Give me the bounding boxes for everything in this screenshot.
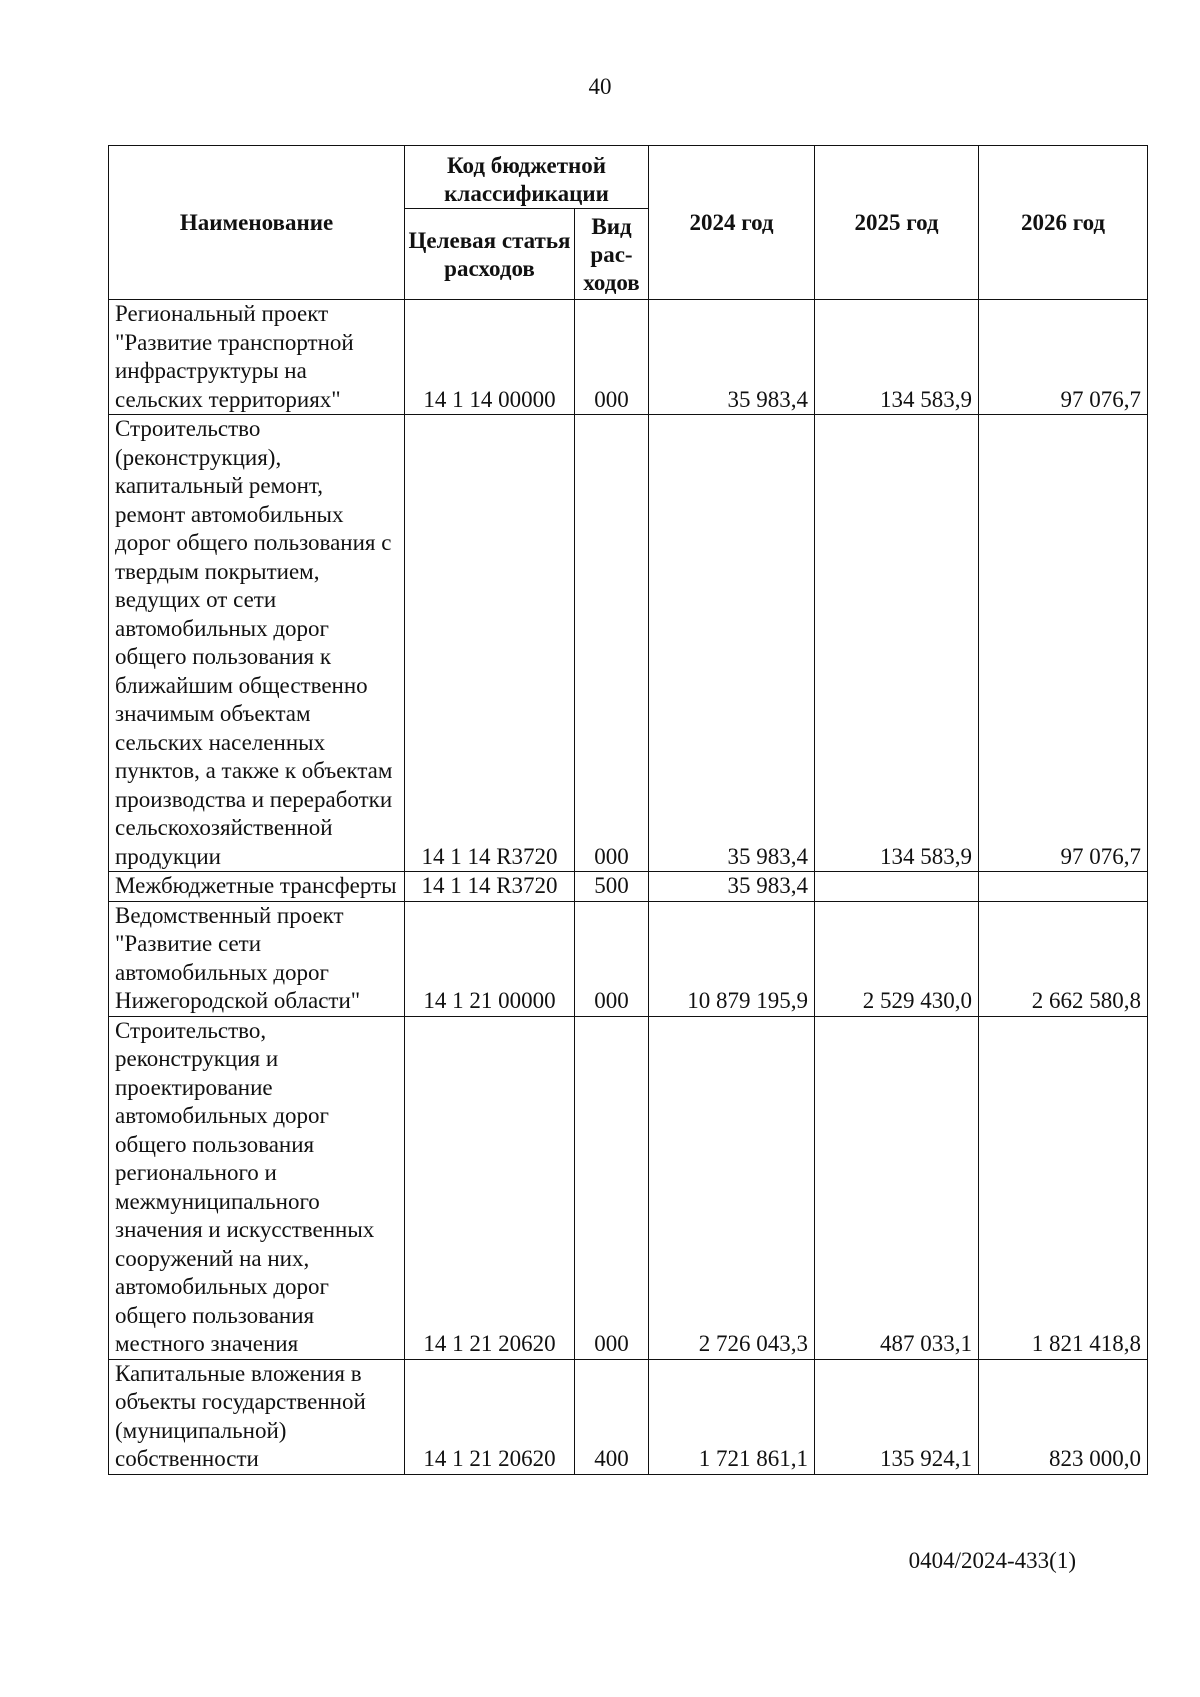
table-row (109, 1016, 1148, 1359)
row-value-2026: 97 076,7 (979, 300, 1148, 415)
row-value-2025: 487 033,1 (815, 1016, 979, 1359)
row-value-2024: 35 983,4 (649, 300, 815, 415)
row-value-2024: 35 983,4 (649, 872, 815, 902)
row-value-2026: 97 076,7 (979, 415, 1148, 872)
row-target-article: 14 1 21 20620 (405, 1359, 575, 1474)
row-value-2024: 1 721 861,1 (649, 1359, 815, 1474)
row-expense-type: 000 (575, 300, 649, 415)
row-name: Ведомственный проект "Развитие сети автомобильных дорог Нижегородской области" (109, 901, 405, 1016)
table-row (109, 872, 1148, 902)
row-expense-type: 000 (575, 901, 649, 1016)
document-code: 0404/2024-433(1) (908, 1548, 1076, 1573)
row-target-article: 14 1 14 R3720 (405, 415, 575, 872)
row-expense-type: 500 (575, 872, 649, 902)
row-value-2024: 10 879 195,9 (649, 901, 815, 1016)
row-target-article: 14 1 14 R3720 (405, 872, 575, 902)
row-expense-type: 000 (575, 415, 649, 872)
row-expense-type: 000 (575, 1016, 649, 1359)
row-expense-type: 400 (575, 1359, 649, 1474)
header-target-article: Целевая статья расходов (405, 209, 575, 300)
row-target-article: 14 1 21 20620 (405, 1016, 575, 1359)
row-name: Региональный проект "Развитие транспортной инфраструктуры на сельских территориях" (109, 300, 405, 415)
table-row (109, 415, 1148, 872)
row-value-2026: 1 821 418,8 (979, 1016, 1148, 1359)
header-budget-code: Код бюджетной классификации (405, 146, 649, 209)
budget-table (108, 145, 1148, 1475)
row-value-2025: 2 529 430,0 (815, 901, 979, 1016)
row-target-article: 14 1 21 00000 (405, 901, 575, 1016)
row-name: Межбюджетные трансферты (109, 872, 405, 902)
table-header (109, 146, 1148, 300)
header-year-2025: 2025 год (815, 146, 979, 300)
header-year-2024: 2024 год (649, 146, 815, 300)
table-row (109, 1359, 1148, 1474)
row-value-2025 (815, 872, 979, 902)
header-year-2026: 2026 год (979, 146, 1148, 300)
row-value-2024: 35 983,4 (649, 415, 815, 872)
row-target-article: 14 1 14 00000 (405, 300, 575, 415)
row-value-2025: 134 583,9 (815, 300, 979, 415)
row-value-2026: 823 000,0 (979, 1359, 1148, 1474)
row-value-2025: 135 924,1 (815, 1359, 979, 1474)
row-value-2025: 134 583,9 (815, 415, 979, 872)
row-value-2026 (979, 872, 1148, 902)
row-name: Строительство, реконструкция и проектирование автомобильных дорог общего пользования регионального и межмуниципального значения и искусственных сооружений на них, автомобильных дорог общего пользования местного значения (109, 1016, 405, 1359)
header-expense-type: Вид рас-ходов (575, 209, 649, 300)
row-value-2024: 2 726 043,3 (649, 1016, 815, 1359)
row-name: Строительство (реконструкция), капитальный ремонт, ремонт автомобильных дорог общего пользования с твердым покрытием, ведущих от сети автомобильных дорог общего пользования к ближайшим общественно значимым объектам сельских населенных пунктов, а также к объектам производства и переработки сельскохозяйственной продукции (109, 415, 405, 872)
table-row (109, 300, 1148, 415)
page-number: 40 (588, 74, 612, 99)
row-name: Капитальные вложения в объекты государственной (муниципальной) собственности (109, 1359, 405, 1474)
row-value-2026: 2 662 580,8 (979, 901, 1148, 1016)
table-row (109, 901, 1148, 1016)
table-body (109, 300, 1148, 1475)
header-name: Наименование (109, 146, 405, 300)
